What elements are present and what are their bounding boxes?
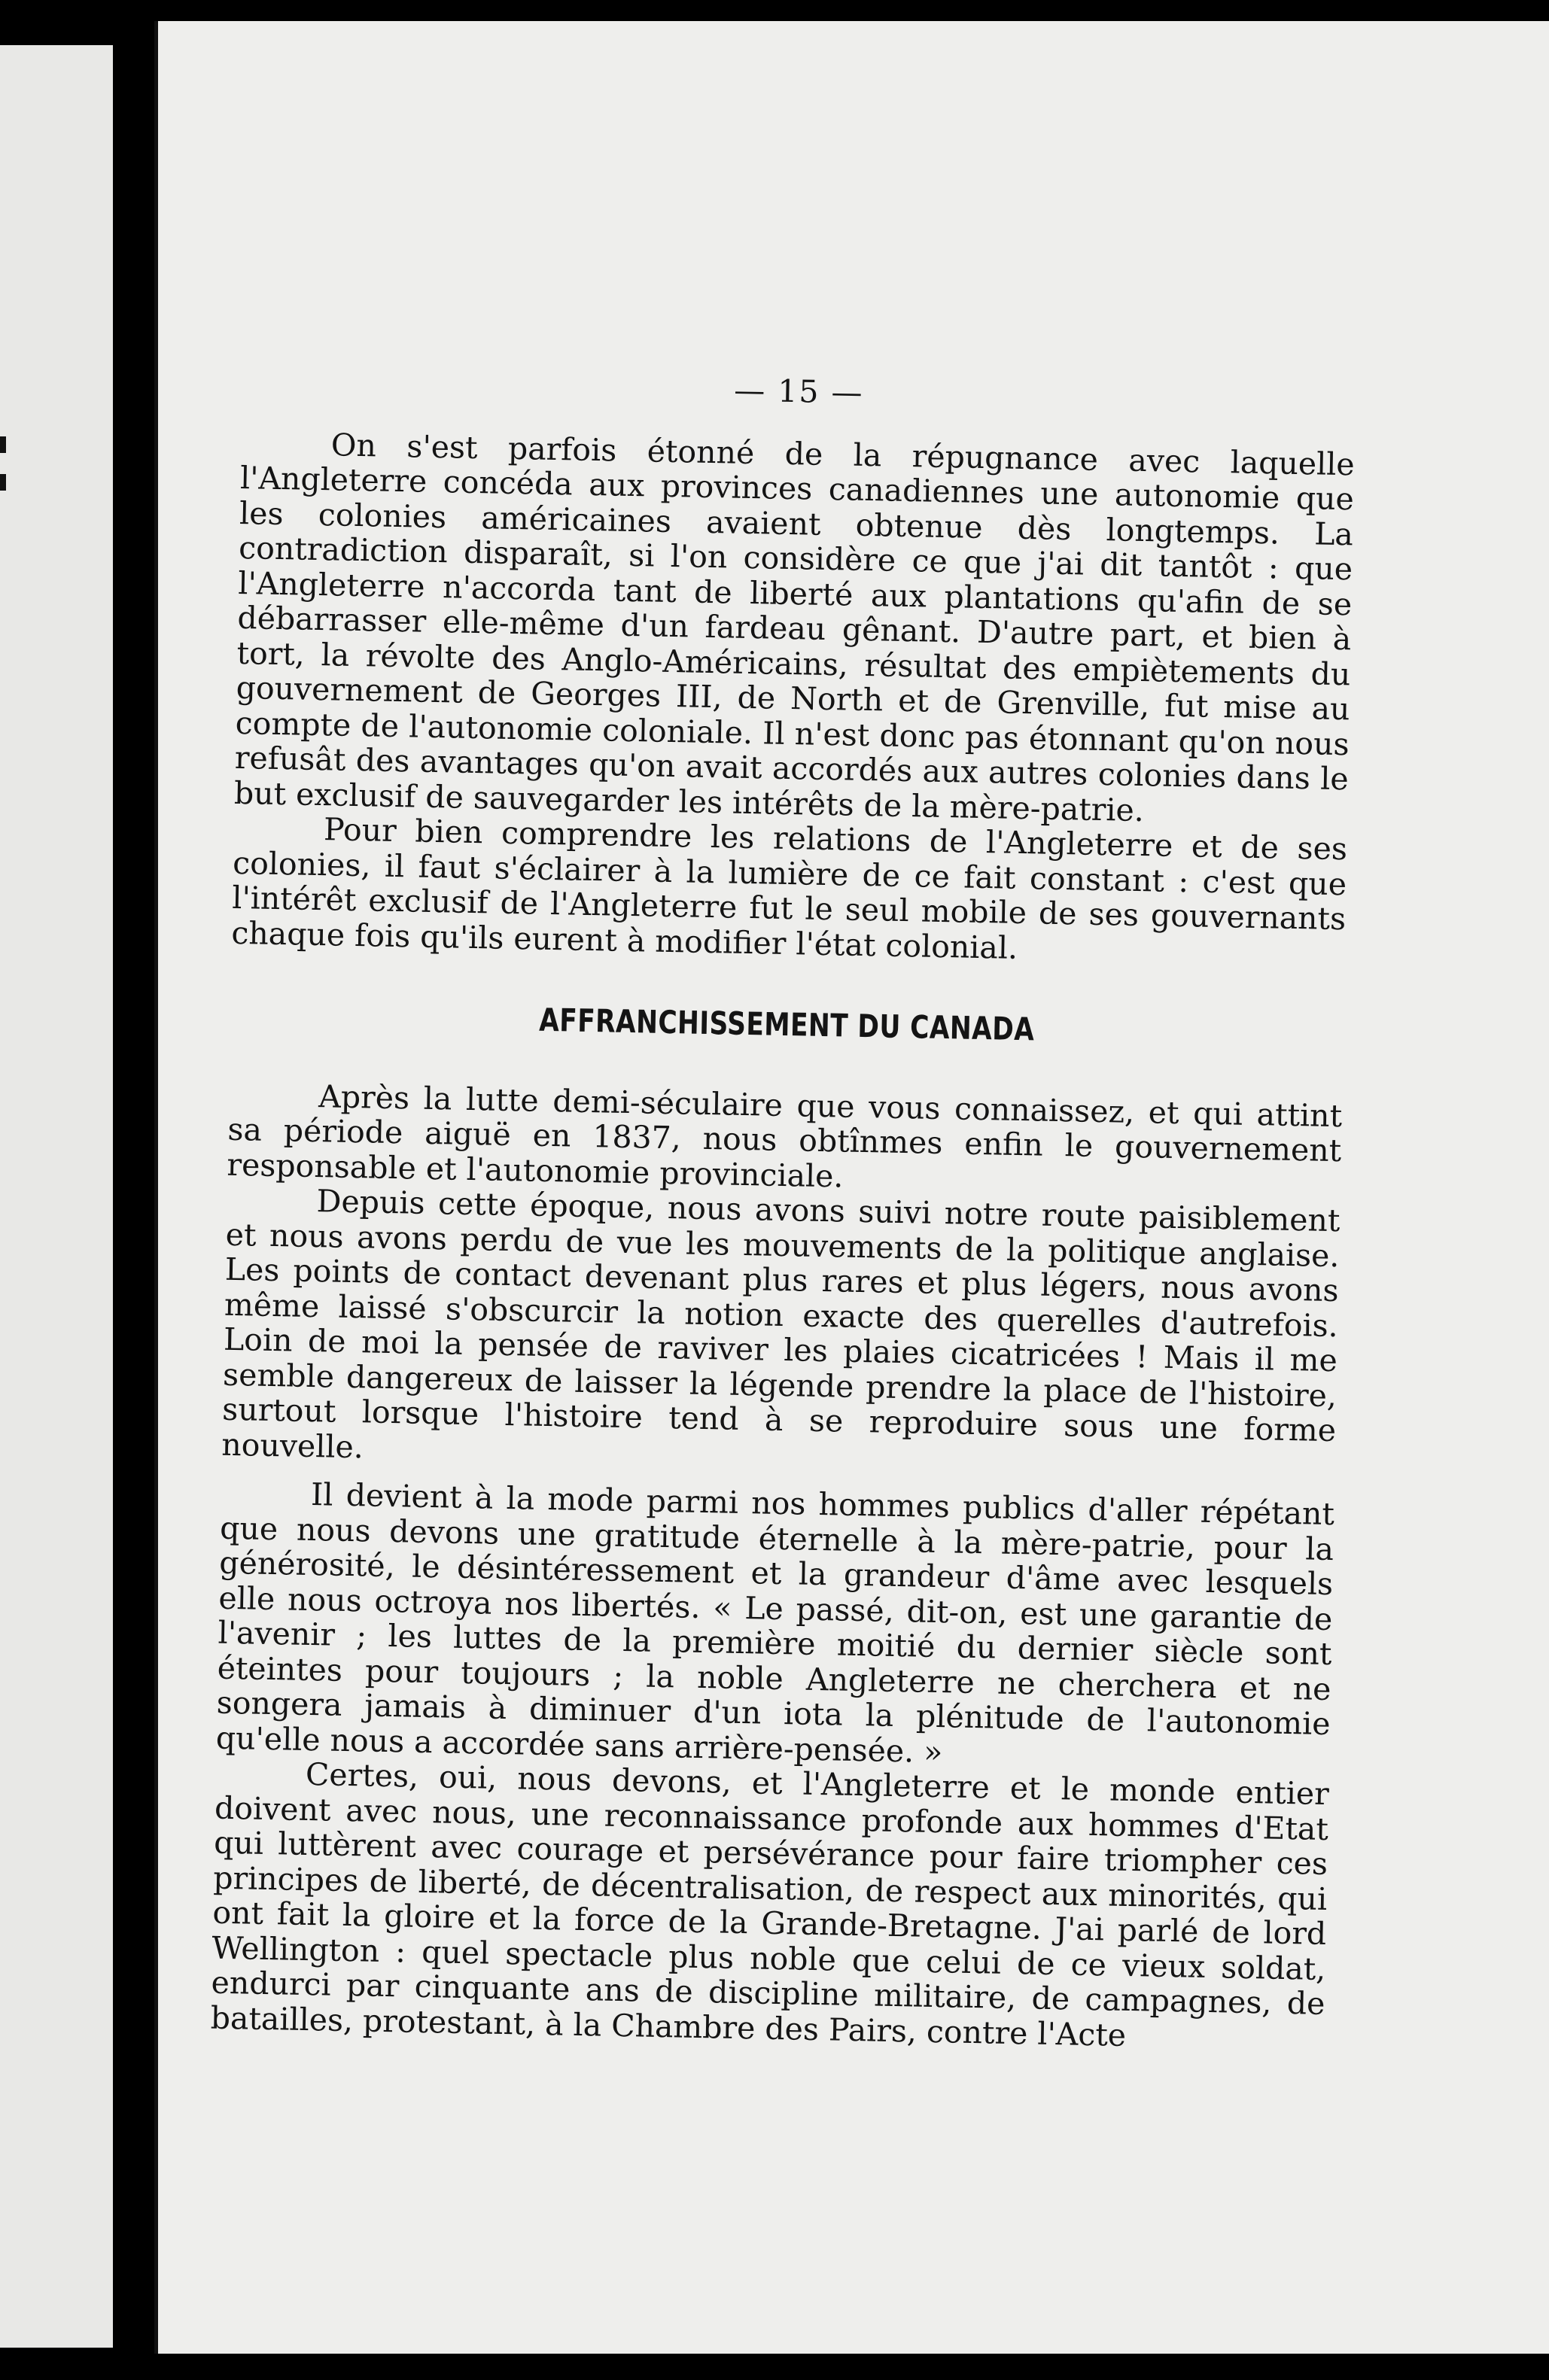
paragraph: Depuis cette époque, nous avons suivi notre route paisiblement et nous avons perdu de vue les mouvements de la politique anglaise. Les points de contact devenant plus rares et plus légers, nous avons même laissé s'obscurcir la notion exacte des querelles d'autrefois. Loin de moi la pensée de raviver les plaies cicatricées ! Mais il me semble dangereux de laisser la légende prendre la place de l'histoire, surtout lorsque l'histoire tend à se reproduire sous une forme nouvelle. [221,1183,1341,1465]
page-text [210,363,1356,2056]
paragraph: Après la lutte demi-séculaire que vous connaissez, et qui attint sa période aiguë en 1837, nous obtînmes enfin le gouvernement responsable et l'autonomie provinciale. [227,1078,1343,1195]
paragraph: Certes, oui, nous devons, et l'Angleterre et le monde entier doivent avec nous, une reconnaissance profonde aux hommes d'Etat qui luttèrent avec courage et persévérance pour faire triompher ces principes de liberté, de décentralisation, de respect aux minorités, qui ont fait la gloire et la force de la Grande-Bretagne. J'ai parlé de lord Wellington : quel spectacle plus noble que celui de ce vieux soldat, endurci par cinquante ans de discipline militaire, de campagnes, de batailles, protestant, à la Chambre des Pairs, contre l'Acte [210,1755,1330,2053]
paragraph: Pour bien comprendre les relations de l'Angleterre et de ses colonies, il faut s'éclairer à la lumière de ce fait constant : c'est que l'intérêt exclusif de l'Angleterre fut le seul mobile de ses gouvernants chaque fois qu'ils eurent à modifier l'état colonial. [231,811,1348,966]
book-page [154,21,1549,2354]
facing-page-marks [0,436,15,497]
ink-mark [0,436,6,453]
paragraph: Il devient à la mode parmi nos hommes publics d'aller répétant que nous devons une gratitude éternelle à la mère-patrie, pour la générosité, le désintéressement et la grandeur d'âme avec lesquels elle nous octroya nos libertés. « Le passé, dit-on, est une garantie de l'avenir ; les luttes de la première moitié du dernier siècle sont éteintes pour toujours ; la noble Angleterre ne cherchera et ne songera jamais à diminuer d'un iota la plénitude de l'autonomie qu'elle nous a accordée sans arrière-pensée. » [215,1476,1335,1770]
page-number: — 15 — [733,372,864,411]
ink-mark [0,474,6,491]
paragraph: On s'est parfois étonné de la répugnance avec laquelle l'Angleterre concéda aux provinces canadiennes une autonomie que les colonies américaines avaient obtenue dès longtemps. La contradiction disparaît, si l'on considère ce que j'ai dit tantôt : que l'Angleterre n'accorda tant de liberté aux plantations qu'afin de se débarrasser elle-même d'un fardeau gênant. D'autre part, et bien à tort, la révolte des Anglo-Américains, résultat des empiètements du gouvernement de Georges III, de North et de Grenville, fut mise au compte de l'autonomie coloniale. Il n'est donc pas étonnant qu'on nous refusât des avantages qu'on avait accordés aux autres colonies dans le but exclusif de sauvegarder les intérêts de la mère-patrie. [233,426,1356,828]
facing-page-edge [0,45,113,2348]
section-heading: AFFRANCHISSEMENT DU CANADA [538,1001,1035,1048]
